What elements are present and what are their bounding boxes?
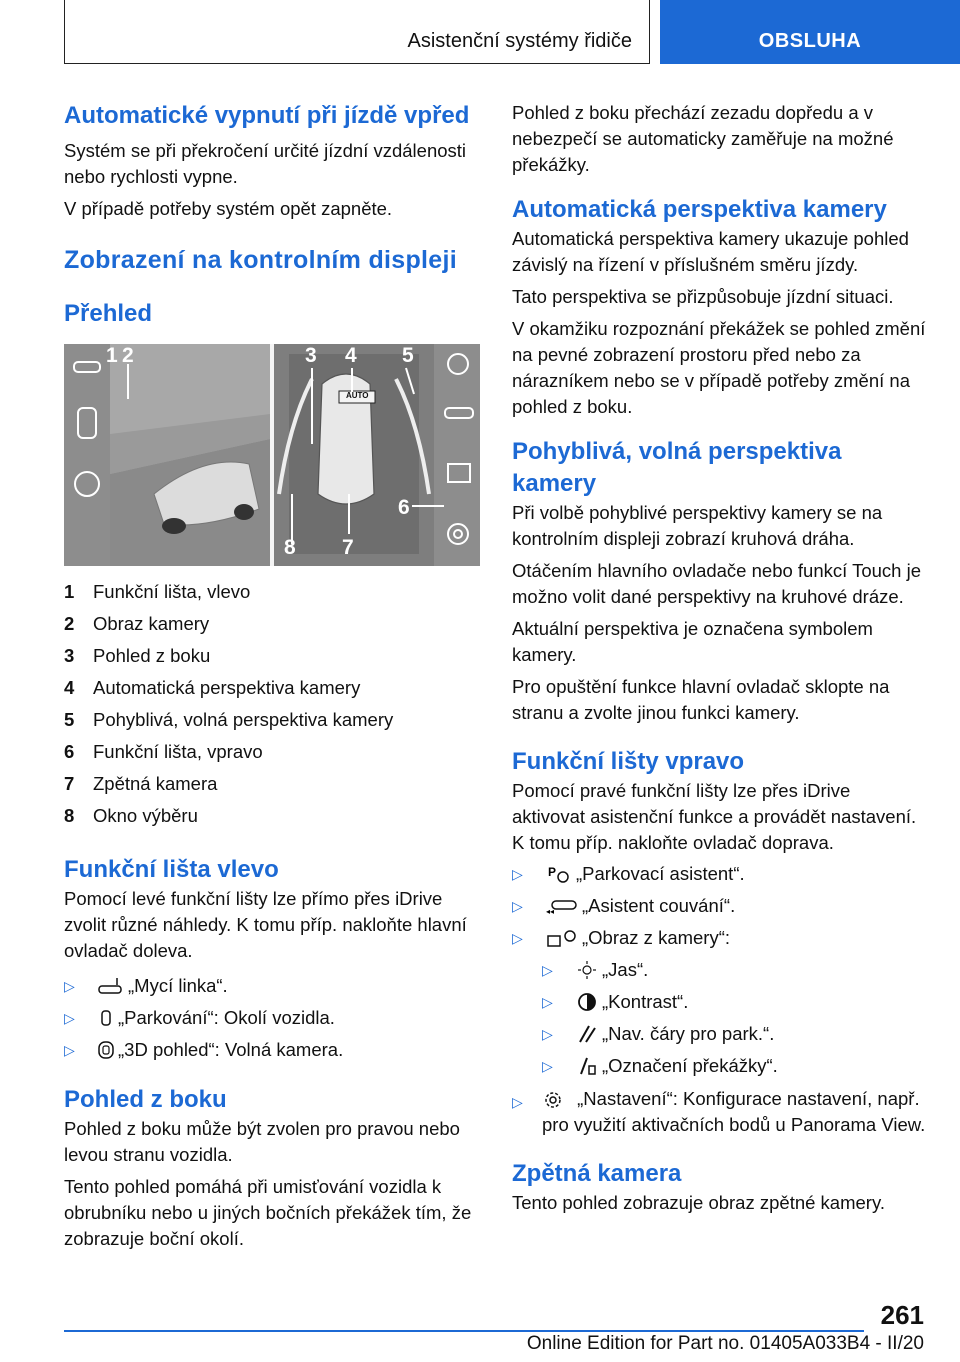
bullet-triangle-icon: ▷	[542, 1058, 553, 1074]
camera-overview-figure	[64, 344, 480, 566]
legend-number: 8	[64, 805, 75, 826]
svg-text:◂◂: ◂◂	[546, 907, 555, 915]
figure-label-2: 2	[122, 344, 134, 367]
paragraph-auto-off-1: Systém se při překročení určité jízdní vzdálenosti nebo rychlosti vypne.	[64, 140, 467, 187]
list-item	[64, 970, 480, 1002]
settings-gear-icon	[542, 1089, 572, 1111]
reversing-assistant-icon	[542, 895, 582, 917]
legend-item	[64, 736, 480, 768]
figure-label-5: 5	[402, 344, 414, 367]
paragraph-auto-persp-1: Automatická perspektiva kamery ukazuje pohled závislý na řízení v příslušném směru jízdy.	[512, 228, 909, 275]
figure-label-7: 7	[342, 536, 354, 559]
legend-text: Obraz kamery	[93, 613, 210, 634]
camera-overview-illustration	[64, 344, 480, 566]
bullet-text: „Nastavení“: Konfigurace nastavení, např. pro využití aktivačních bodů u Panorama View.	[542, 1088, 926, 1135]
legend-number: 6	[64, 741, 75, 762]
bullet-text: „Obraz z kamery“:	[582, 927, 731, 948]
paragraph-rear: Tento pohled zobrazuje obraz zpětné kamery.	[512, 1192, 885, 1213]
legend-text: Pohyblivá, volná perspektiva kamery	[93, 709, 394, 730]
bullet-text: „Označení překážky“.	[602, 1055, 778, 1076]
bullet-text: „Parkovací asistent“.	[576, 863, 745, 884]
left-bullet-list	[64, 970, 480, 1066]
right-bullet-list	[512, 858, 928, 1138]
heading-side-view: Pohled z boku	[64, 1086, 227, 1113]
figure-label-4: 4	[345, 344, 357, 367]
header-section-title: Asistenční systémy řidiče	[407, 30, 632, 52]
bullet-text: „Parkování“: Okolí vozidla.	[118, 1007, 335, 1028]
legend-number: 7	[64, 773, 75, 794]
bullet-triangle-icon: ▷	[512, 930, 523, 946]
list-item	[542, 1050, 928, 1082]
bullet-triangle-icon: ▷	[64, 1010, 75, 1026]
paragraph-side-2: Tento pohled pomáhá při umisťování vozidla k obrubníku nebo u jiných bočních překážek tím, že zobrazuje boční okolí.	[64, 1176, 472, 1249]
bullet-text: „Kontrast“.	[602, 991, 689, 1012]
bullet-triangle-icon: ▷	[542, 1026, 553, 1042]
parking-lines-icon	[572, 1023, 602, 1045]
3d-view-icon	[94, 1039, 118, 1061]
list-item	[64, 1034, 480, 1066]
obstacle-marking-icon	[572, 1055, 602, 1077]
parking-assistant-icon	[542, 863, 576, 885]
bullet-text: „Nav. čáry pro park.“.	[602, 1023, 775, 1044]
bullet-triangle-icon: ▷	[542, 962, 553, 978]
legend-number: 2	[64, 613, 75, 634]
paragraph-side-3: Pohled z boku přechází zezadu dopředu a v nebezpečí se automaticky zaměřuje na možné překážky.	[512, 102, 894, 175]
bullet-triangle-icon: ▷	[512, 866, 523, 882]
paragraph-side-1: Pohled z boku může být zvolen pro pravou nebo levou stranu vozidla.	[64, 1118, 460, 1165]
car-wash-icon	[94, 975, 128, 997]
figure-label-3: 3	[305, 344, 317, 367]
legend-text: Automatická perspektiva kamery	[93, 677, 361, 698]
paragraph-auto-off-2: V případě potřeby systém opět zapněte.	[64, 198, 393, 219]
bullet-text: „3D pohled“: Volná kamera.	[118, 1039, 344, 1060]
legend-text: Funkční lišta, vpravo	[93, 741, 263, 762]
legend-text: Zpětná kamera	[93, 773, 218, 794]
camera-image-icon	[542, 927, 582, 949]
legend-item	[64, 640, 480, 672]
legend-item	[64, 576, 480, 608]
legend-item	[64, 768, 480, 800]
sub-bullet-list	[512, 954, 928, 1082]
legend-number: 3	[64, 645, 75, 666]
heading-auto-off: Automatické vypnutí při jízdě vpřed	[64, 102, 470, 129]
bullet-text: „Jas“.	[602, 959, 649, 980]
svg-text:P: P	[548, 865, 557, 879]
figure-label-1: 1	[106, 344, 118, 367]
list-item	[512, 1086, 928, 1138]
legend-item	[64, 704, 480, 736]
header-tab-label: OBSLUHA	[758, 29, 862, 52]
brightness-icon	[572, 959, 602, 981]
list-item	[512, 858, 928, 890]
footer-edition: Online Edition for Part no. 01405A033B4 - II/20	[526, 1333, 924, 1354]
paragraph-free-2: Otáčením hlavního ovladače nebo funkcí Touch je možno volit dané perspektivy na kruhové dráze.	[512, 560, 921, 607]
contrast-icon	[572, 991, 602, 1013]
paragraph-right-bar: Pomocí pravé funkční lišty lze přes iDrive aktivovat asistenční funkce a provádět nastavení. K tomu příp. nakloňte ovladač doprava.	[512, 780, 917, 853]
footer-divider	[64, 1330, 864, 1332]
legend-text: Pohled z boku	[93, 645, 211, 666]
list-item	[64, 1002, 480, 1034]
list-item	[542, 986, 928, 1018]
paragraph-auto-persp-3: V okamžiku rozpoznání překážek se pohled změní na pevné zobrazení prostoru před nebo za nárazníkem nebo se v případě potřeby změní na pohled z boku.	[512, 318, 926, 417]
bullet-triangle-icon: ▷	[64, 1042, 75, 1058]
right-column	[512, 100, 928, 1216]
figure-label-6: 6	[398, 496, 410, 519]
heading-rear-camera: Zpětná kamera	[512, 1160, 682, 1187]
list-item	[542, 1018, 928, 1050]
bullet-triangle-icon: ▷	[512, 1094, 523, 1110]
legend-number: 1	[64, 581, 75, 602]
heading-free-perspective: Pohyblivá, volná perspektiva kamery	[512, 438, 842, 497]
list-item	[512, 890, 928, 922]
legend-list	[64, 576, 480, 832]
paragraph-free-3: Aktuální perspektiva je označena symbolem kamery.	[512, 618, 873, 665]
auto-badge: AUTO	[346, 391, 369, 400]
heading-right-bar: Funkční lišty vpravo	[512, 748, 745, 775]
paragraph-free-4: Pro opuštění funkce hlavní ovladač sklopte na stranu a zvolte jinou funkci kamery.	[512, 676, 890, 723]
paragraph-auto-persp-2: Tato perspektiva se přizpůsobuje jízdní situaci.	[512, 286, 894, 307]
figure-label-8: 8	[284, 536, 296, 559]
legend-number: 4	[64, 677, 75, 698]
legend-text: Funkční lišta, vlevo	[93, 581, 251, 602]
heading-display: Zobrazení na kontrolním displeji	[64, 246, 457, 274]
legend-item	[64, 800, 480, 832]
paragraph-free-1: Při volbě pohyblivé perspektivy kamery se na kontrolním displeji zobrazí kruhová dráha.	[512, 502, 883, 549]
legend-text: Okno výběru	[93, 805, 198, 826]
legend-item	[64, 608, 480, 640]
paragraph-left-bar: Pomocí levé funkční lišty lze přímo přes iDrive zvolit různé náhledy. K tomu příp. nakloňte hlavní ovladač doleva.	[64, 888, 467, 961]
list-item	[512, 922, 928, 954]
legend-item	[64, 672, 480, 704]
heading-overview: Přehled	[64, 300, 153, 327]
list-item	[542, 954, 928, 986]
bullet-text: „Asistent couvání“.	[582, 895, 736, 916]
heading-left-bar: Funkční lišta vlevo	[64, 856, 279, 883]
bullet-triangle-icon: ▷	[542, 994, 553, 1010]
bullet-triangle-icon: ▷	[512, 898, 523, 914]
bullet-text: „Mycí linka“.	[128, 975, 228, 996]
page-number: 261	[880, 1300, 924, 1330]
heading-auto-perspective: Automatická perspektiva kamery	[512, 196, 887, 223]
left-column	[64, 100, 480, 1252]
legend-number: 5	[64, 709, 75, 730]
header-tab-obsluha	[660, 0, 960, 64]
bullet-triangle-icon: ▷	[64, 978, 75, 994]
parking-surround-icon	[94, 1007, 118, 1029]
